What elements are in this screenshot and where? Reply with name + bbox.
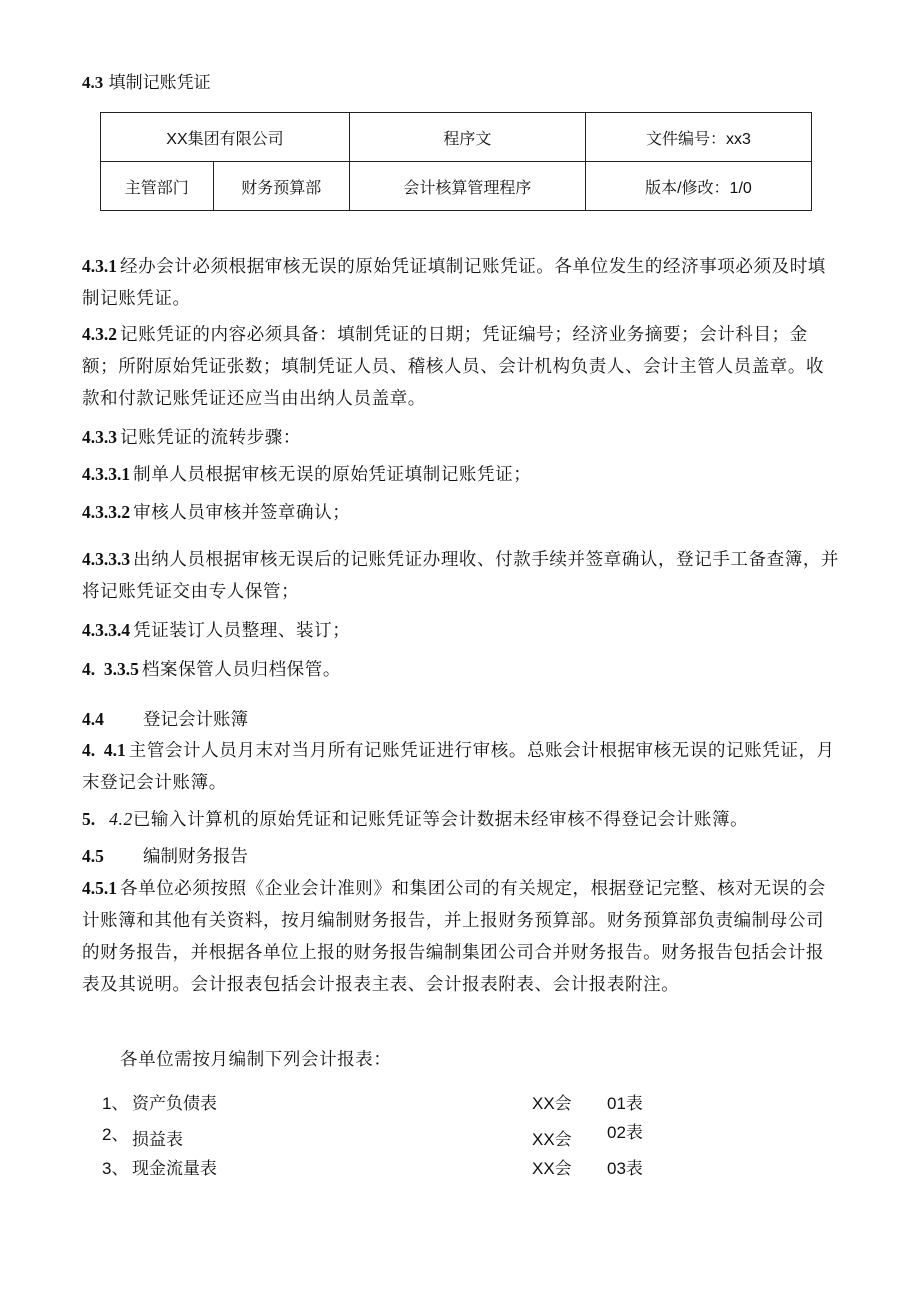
report-code-prefix: XX会 — [532, 1159, 572, 1178]
dept-label-cell: 主管部门 — [101, 162, 214, 211]
clause-text: 经办会计必须根据审核无误的原始凭证填制记账凭证。各单位发生的经济事项必须及时填制记账凭证。 — [82, 257, 826, 309]
section-4-4-heading — [82, 706, 248, 731]
paragraph-4-3-3-2 — [82, 496, 842, 529]
clause-number: 4.3.3.4 — [82, 620, 131, 640]
paragraph-4-5-1 — [82, 872, 842, 1001]
clause-number: 5. — [82, 809, 96, 829]
version-cell: 版本/修改：1/0 — [585, 162, 811, 211]
section-number: 4.3 — [82, 73, 104, 92]
report-item-number: 1、 — [102, 1094, 129, 1113]
paragraph-4-3-3 — [82, 421, 842, 454]
clause-text: 记账凭证的流转步骤： — [120, 428, 301, 448]
clause-text: 主管会计人员月末对当月所有记账凭证进行审核。总账会计根据审核无误的记账凭证，月末登记会计账簿。 — [82, 741, 835, 793]
clause-text: 各单位必须按照《企业会计准则》和集团公司的有关规定，根据登记完整、核对无误的会计账簿和其他有关资料，按月编制财务报告，并上报财务预算部。财务预算部负责编制母公司的财务报告，并根据各单位上报的财务报告编制集团公司合并财务报告。财务报告包括会计报表及其说明。会计报表包括会计报表主表、会计报表附表、会计报表附注。 — [82, 879, 826, 995]
clause-number: 4. 4.1 — [82, 740, 126, 760]
paragraph-4-3-2 — [82, 318, 842, 415]
file-no-cell: 文件编号：xx3 — [585, 113, 811, 162]
clause-number: 4.3.3.1 — [82, 464, 131, 484]
clause-number: 4.3.3.3 — [82, 549, 131, 569]
clause-text: 已输入计算机的原始凭证和记账凭证等会计数据未经审核不得登记会计账簿。 — [132, 810, 749, 830]
report-item-number: 2、 — [102, 1125, 129, 1144]
report-item-number: 3、 — [102, 1159, 129, 1178]
clause-text: 凭证装订人员整理、装订； — [133, 621, 351, 641]
section-title: 登记会计账簿 — [143, 710, 248, 730]
section-number: 4.4 — [82, 709, 104, 729]
clause-text: 记账凭证的内容必须具备：填制凭证的日期；凭证编号；经济业务摘要；会计科目；金额；所附原始凭证张数；填制凭证人员、稽核人员、会计机构负责人、会计主管人员盖章。收款和付款记账凭证还应当由出纳人员盖章。 — [82, 325, 825, 409]
document-header-table — [100, 112, 812, 211]
clause-number: 4.3.3 — [82, 427, 117, 447]
paragraph-4-3-3-4 — [82, 614, 842, 647]
paragraph-4-3-1 — [82, 250, 842, 315]
report-code-prefix: XX会 — [532, 1130, 572, 1149]
monthly-reports-intro: 各单位需按月编制下列会计报表： — [120, 1050, 392, 1070]
clause-number: 4.5.1 — [82, 878, 117, 898]
clause-text: 制单人员根据审核无误的原始凭证填制记账凭证； — [133, 465, 532, 485]
paragraph-4-3-3-3 — [82, 543, 842, 608]
company-cell: XX集团有限公司 — [101, 113, 350, 162]
doc-type-cell: 程序文 — [349, 113, 585, 162]
paragraph-4-4-1 — [82, 734, 842, 799]
dept-cell: 财务预算部 — [213, 162, 349, 211]
section-title: 编制财务报告 — [143, 847, 248, 867]
section-4-5-heading — [82, 843, 248, 868]
clause-number: 4. 3.3.5 — [82, 659, 139, 679]
section-title: 填制记账凭证 — [108, 73, 211, 93]
report-item-name: 资产负债表 — [132, 1094, 217, 1113]
clause-number: 4.3.1 — [82, 256, 117, 276]
clause-sub-number: 4.2 — [109, 809, 133, 829]
paragraph-4-4-2 — [82, 803, 842, 836]
report-code: 02表 — [607, 1123, 643, 1142]
section-4-3-heading — [82, 68, 211, 93]
paragraph-4-3-3-5 — [82, 653, 842, 686]
report-item-name: 损益表 — [132, 1130, 183, 1149]
report-code: 03表 — [607, 1159, 643, 1178]
clause-text: 档案保管人员归档保管。 — [141, 660, 341, 680]
report-item-name: 现金流量表 — [132, 1159, 217, 1178]
clause-text: 出纳人员根据审核无误后的记账凭证办理收、付款手续并签章确认，登记手工备查簿，并将记账凭证交由专人保管； — [82, 550, 840, 602]
paragraph-4-3-3-1 — [82, 458, 842, 491]
report-code: 01表 — [607, 1094, 643, 1113]
proc-name-cell: 会计核算管理程序 — [349, 162, 585, 211]
clause-number: 4.3.2 — [82, 324, 117, 344]
section-number: 4.5 — [82, 846, 104, 866]
clause-number: 4.3.3.2 — [82, 502, 131, 522]
clause-text: 审核人员审核并签章确认； — [133, 503, 351, 523]
report-code-prefix: XX会 — [532, 1094, 572, 1113]
